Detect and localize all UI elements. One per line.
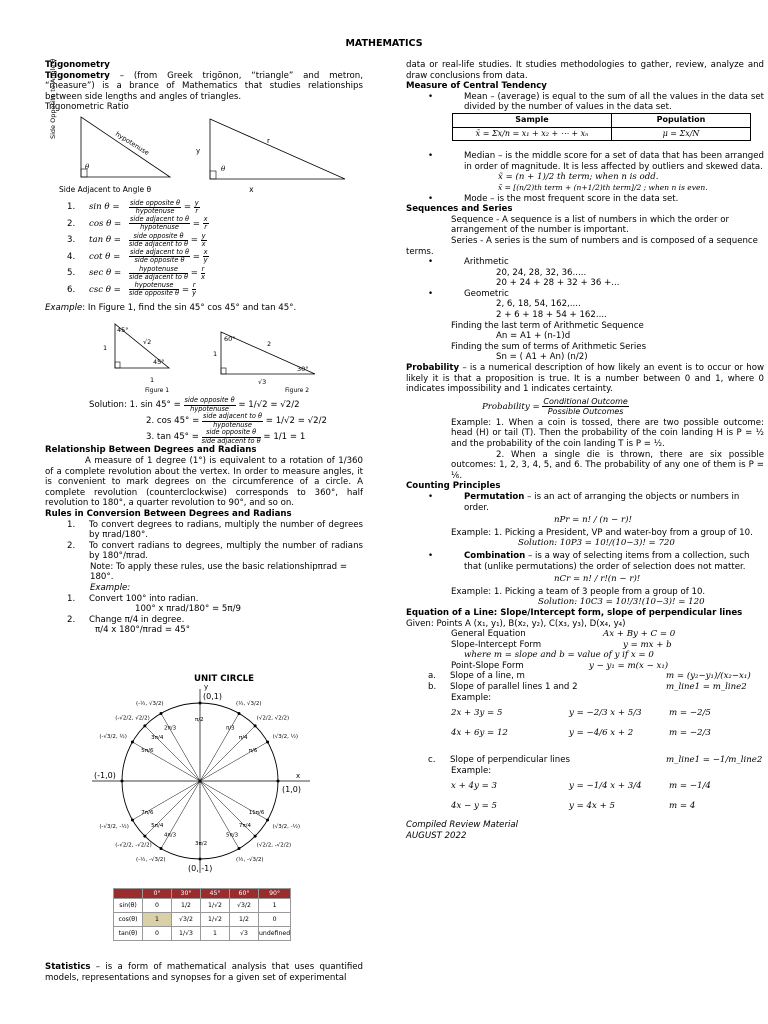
point-left: (-1,0) <box>94 770 116 780</box>
angle-label: 4π/3 <box>164 832 177 839</box>
svg-text:1: 1 <box>150 375 155 384</box>
conversion-example-label: Example: <box>90 583 131 594</box>
angle-label: π/2 <box>195 716 204 723</box>
right-column: data or real-life studies. It studies methodologies to gather, review, analyze and draw conclusions from data. Measure of Central Tendency • Mean – (average) is equal to the sum of all the values in the data set divided by the number of values in the data set. Sample Population x̄ = Σx/n = x₁ + x₂ + ⋯ + xₙ μ = Σx/N • Median – is the middle score for a set of data that has been arranged in order of magnitude. It is less affected by outliers and skewed data. x̃ = (n + 1)/2 th term; when n is odd. x̃ = [(n/2)th term + (n+1/2)th term]/2 ; when n is even. • Mode – is the most frequent score in the data set. Sequences and Series Sequence - A sequence is a list of numbers in which the order or arrangement of the number is important. Series - A series is the sum of numbers and is composed of a sequence terms. • Arithmetic 20, 24, 28, 32, 36..... 20 + 24 + 28 + 32 + 36 +... • Geometric 2, 6, 18, 54, 162,.... 2 + 6 + 18 + 54 + 162.... Finding the last term of Arithmetic Sequence An = A1 + (n-1)d Finding the sum of terms of Arithmetic Series Sn = ( A1 + An) (n/2) Probability – is a numerical description of how likely an event is to occur or how likely it is that a proposition is true. It is a number between 0 and 1, where 0 indicates impossibility and 1 indicates certainty. Probability = $\frac{\text{Conditional Outcome}}{\text{Possible Outcomes}}$ Example: 1. When a coin is tossed, there are two possible outcome: head (H) or tail (T). Then the probability of the coin landing H is P = ½ and the probability of the coin landing T is P = ½. 2. When a single die is thrown, there are six possible outcomes: 1, 2, 3, 4, 5, and 6. The probability of any one of them is P = ⅙. Counting Principles • Permutation – is an act of arranging the objects or numbers in order. nPr = n! / (n − r)! Example: 1. Picking a President, VP and water-boy from a group of 10. Solution: 10P3 = 10!/(10−3)! = 720 • Combination – is a way of selecting items from a collection, such that (unlike permutations) the order of selection does not matter. nCr = n! / r!(n − r)! Example: 1. Picking a team of 3 people from a group of 10. Solution: 10C3 = 10!/3!(10−3)! = 120 Equation of a Line: Slope/Intercept form, slope of perpendicular lines Given: Points A (x₁, y₁), B(x₂, y₂), C(x₃, y₃), D(x₄, y₄) General Equation Ax + By + C = 0 Slope-Intercept Form y = mx + b where m = slope and b = value of y if x = 0 Point-Slope Form y − y₁ = m(x − x₁) a. Slope of a line, m m = (y₂−y₁)/(x₂−x₁) b. Slope of parallel lines 1 and 2 m_line1 = m_line2 Example: 2x + 3y = 5 y = −2/3 x + 5/3 m = −2/5 4x + 6y = 12 y = −4/6 x + 2 m = −2/3 c. Slope of perpendicular lines m_line1 = −1/m_line2 Example: x + 4y = 3 y = −1/4 x + 3/4 m = −1/4 4x − y = 5 y = 4x + 5 m = 4 Compiled Review Material AUGUST 2022 <box>406 60 764 842</box>
radius-line <box>200 725 255 780</box>
svg-text:Figure 1: Figure 1 <box>145 386 170 394</box>
unit-circle-point <box>254 724 257 727</box>
svg-text:1: 1 <box>213 349 218 358</box>
svg-text:√2: √2 <box>143 337 152 346</box>
footer-date: AUGUST 2022 <box>406 831 467 842</box>
ratio-item: 4. cot θ = $\frac{\text{side adjacent to θ}}{\text{side opposite θ}}$ = $\frac{x}{y}$ <box>67 248 208 265</box>
rule-1: 1. To convert degrees to radians, multiply the number of degrees by πrad/180°. <box>67 519 363 541</box>
relationship-text: A measure of 1 degree (1°) is equivalent to a rotation of 1/360 of a complete revolution about the vertex. In order to measure angles, it is convenient to mark degrees on the circumference of a circle. A complete revolution (counterclockwise) corresponds to 360°, half revolution to 180°, a quarter revolution to 90°, and so on. <box>45 455 363 509</box>
unit-circle-point <box>238 847 241 850</box>
solution-line: 2. cos 45° = $\frac{\text{side adjacent to θ}}{\text{hypotenuse}}$ = 1/√2 = √2/2 <box>146 412 327 429</box>
ratio-item: 2. cos θ = $\frac{\text{side adjacent to θ}}{\text{hypotenuse}}$ = $\frac{x}{r}$ <box>67 215 208 232</box>
angle-label: π/4 <box>238 734 248 741</box>
angle-label: 7π/4 <box>238 822 252 829</box>
radius-line <box>200 742 268 781</box>
point-coordinate: (-√3/2, ½) <box>99 733 127 740</box>
ratio-list <box>45 199 363 298</box>
trig-table-row: cos(θ) 1 √3/2 1/√2 1/2 0 <box>114 913 291 927</box>
trig-values-table <box>113 888 291 941</box>
page-title: MATHEMATICS <box>345 38 423 49</box>
trig-definition: Trigonometry – (from Greek trigōnon, “triangle” and metron, “measure”) is a brance of Mathematics that studies relationships between side lengths and angles of triangles. <box>45 70 363 102</box>
sequences-heading: Sequences and Series <box>406 204 513 215</box>
trig-table-row: tan(θ) 0 1/√3 1 √3 undefined <box>114 927 291 941</box>
ratio-item: 3. tan θ = $\frac{\text{side opposite θ}}{\text{side adjacent to θ}}$ = $\frac{y}{x}$ <box>67 231 206 248</box>
statistics-definition: Statistics – is a form of mathematical analysis that uses quantified models, representations and synopses for a given set of experimental <box>45 962 363 983</box>
unit-circle-point <box>254 834 257 837</box>
rule-2: 2. To convert radians to degrees, multiply the number of radians by 180°/πrad. <box>67 540 363 562</box>
mode-item: • Mode – is the most frequent score in the data set. <box>428 193 679 204</box>
unit-circle-point <box>266 740 269 743</box>
solution-list <box>45 397 363 445</box>
svg-text:√3: √3 <box>258 377 267 386</box>
unit-circle-point <box>277 779 280 782</box>
point-coordinate: (-√2/2, √2/2) <box>115 714 150 721</box>
unit-circle-point <box>199 857 202 860</box>
statistics-continued: data or real-life studies. It studies methodologies to gather, review, analyze and draw conclusions from data. <box>406 60 764 81</box>
svg-text:60°: 60° <box>224 334 236 343</box>
ratio-item: 6. csc θ = $\frac{\text{hypotenuse}}{\text{side opposite θ}}$ = $\frac{r}{y}$ <box>67 281 197 298</box>
triangle-letters <box>210 119 345 179</box>
angle-label: 2π/3 <box>164 724 177 731</box>
parallel-examples <box>451 703 729 743</box>
line-heading: Equation of a Line: Slope/Intercept form, slope of perpendicular lines <box>406 607 743 618</box>
mean-item: • Mean – (average) is equal to the sum of all the values in the data set divided by the number of values in the data set. <box>428 91 764 113</box>
trig-heading: Trigonometry <box>45 60 110 70</box>
point-coordinate: (½, √3/2) <box>236 700 262 707</box>
counting-heading: Counting Principles <box>406 481 501 492</box>
slope-example-row: 4x − y = 5 y = 4x + 5 m = 4 <box>451 801 696 812</box>
point-coordinate: (√3/2, ½) <box>272 733 299 740</box>
adj-label: Side Adjacent to Angle θ <box>59 184 152 194</box>
unit-circle-point <box>121 779 124 782</box>
permutation-item: • Permutation – is an act of arranging the objects or numbers in order. <box>428 491 740 513</box>
point-coordinate: (-½, √3/2) <box>136 700 164 707</box>
svg-text:30°: 30° <box>297 364 309 373</box>
trig-table-row: 0° 30° 45° 60° 90° <box>114 889 291 899</box>
ratio-item: 1. sin θ = $\frac{\text{side opposite θ}}{\text{hypotenuse}}$ = $\frac{y}{r}$ <box>67 198 199 215</box>
svg-text:1: 1 <box>103 343 108 352</box>
slope-example-row: 4x + 6y = 12 y = −4/6 x + 2 m = −2/3 <box>451 727 711 738</box>
svg-text:y: y <box>196 146 201 155</box>
probability-formula: Probability = $\frac{\text{Conditional Outcome}}{\text{Possible Outcomes}}$ <box>482 396 628 416</box>
angle-label: 3π/4 <box>151 734 164 741</box>
example-line: Example: In Figure 1, find the sin 45° cos 45° and tan 45°. <box>45 303 297 314</box>
probability-definition: Probability – is a numerical description of how likely an event is to occur or how likely it is that a proposition is true. It is a number between 0 and 1, where 0 indicates impossibility and 1 indicates certainty. <box>406 363 764 395</box>
point-coordinate: (√3/2, -½) <box>272 823 301 830</box>
point-top: (0,1) <box>203 691 222 701</box>
rule-note: Note: To apply these rules, use the basic relationshipπrad = 180°. <box>90 561 348 583</box>
figures-1-2 <box>45 314 363 394</box>
solution-line: Solution: 1. sin 45° = $\frac{\text{side opposite θ}}{\text{hypotenuse}}$ = 1/√2 = √2/2 <box>89 396 300 413</box>
unit-circle-point <box>143 834 146 837</box>
unit-circle-point <box>160 847 163 850</box>
unit-circle-point <box>160 712 163 715</box>
ratio-item: 5. sec θ = $\frac{\text{hypotenuse}}{\text{side adjacent to θ}}$ = $\frac{r}{x}$ <box>67 264 205 281</box>
relationship-heading: Relationship Between Degrees and Radians <box>45 445 257 456</box>
radius-line <box>200 713 239 781</box>
combination-item: • Combination – is a way of selecting items from a collection, such that (unlike permutations) the order of selection does not matter. <box>428 550 750 572</box>
angle-label: 5π/6 <box>141 747 154 754</box>
point-coordinate: (√2/2, -√2/2) <box>256 842 292 849</box>
unit-circle-point <box>266 818 269 821</box>
given-points: Given: Points A (x₁, y₁), B(x₂, y₂), C(x₃, y₃), D(x₄, y₄) <box>406 618 626 629</box>
mct-heading: Measure of Central Tendency <box>406 81 547 92</box>
point-bottom: (0, -1) <box>188 863 213 873</box>
unit-circle-point <box>131 818 134 821</box>
point-coordinate: (-½, -√3/2) <box>136 856 166 863</box>
point-right: (1,0) <box>282 784 301 794</box>
angle-label: 7π/6 <box>141 809 154 816</box>
slope-example-row: x + 4y = 3 y = −1/4 x + 3/4 m = −1/4 <box>451 781 711 792</box>
point-coordinate: (-√3/2, -½) <box>99 823 129 830</box>
unit-circle-diagram <box>45 682 363 879</box>
triangle-words <box>81 117 170 177</box>
unit-circle-point <box>131 740 134 743</box>
svg-text:2: 2 <box>267 339 272 348</box>
median-item: • Median – is the middle score for a set of data that has been arranged in order of magnitude. It is less affected by outliers and skewed data. <box>428 151 764 172</box>
svg-text:θ: θ <box>221 164 226 173</box>
point-coordinate: (½, -√3/2) <box>236 856 264 863</box>
unit-circle-point <box>238 712 241 715</box>
angle-label: 11π/6 <box>248 809 265 816</box>
angle-label: 5π/3 <box>226 832 239 839</box>
unit-circle-title: UNIT CIRCLE <box>194 674 254 684</box>
svg-text:Figure 2: Figure 2 <box>285 386 310 394</box>
unit-circle-point <box>199 701 202 704</box>
angle-label: 5π/4 <box>151 822 164 829</box>
svg-text:r: r <box>267 136 270 145</box>
hyp-label: hypotenuse <box>113 129 151 157</box>
point-coordinate: (-√2/2, -√2/2) <box>115 842 152 849</box>
trig-table-row: sin(θ) 0 1/2 1/√2 √3/2 1 <box>114 899 291 913</box>
left-column: Trigonometry Trigonometry – (from Greek trigōnon, “triangle” and metron, “measure”) is a brance of Mathematics that studies relationships between side lengths and angles of triangles. Trigonometric Ratio Side Opposite to Angle θ hypotenuse θ y r θ Side Adjacent to Angle θ x 1. sin θ = $\frac{\text{side opposite θ}}{\text{hypotenuse}}$ = $\frac{y}{r}$ 2. cos θ = $\frac{\text{side adjacent to θ}}{\text{hypotenuse}}$ = $\frac{x}{r}$ 3. tan θ = $\frac{\text{side opposite θ}}{\text{side adjacent to θ}}$ = $\frac{y}{x}$ 4. cot θ = $\frac{\text{side adjacent to θ}}{\text{side opposite θ}}$ = $\frac{x}{y}$ 5. sec θ = $\frac{\text{hypotenuse}}{\text{side adjacent to θ}}$ = $\frac{r}{x}$ 6. csc θ = $\frac{\text{hypotenuse}}{\text{side opposite θ}}$ = $\frac{r}{y}$ Example: In Figure 1, find the sin 45° cos 45° and tan 45°. 45° 1 √2 45° 1 Figure 1 60° 1 2 30° √3 Figure 2 Solution: 1. sin 45° = $\frac{\text{side opposite θ}}{\text{hypotenuse}}$ = 1/√2 = √2/2 2. cos 45° = $\frac{\text{side adjacent to θ}}{\text{hypotenuse}}$ = 1/√2 = √2/2 3. tan 45° = $\frac{\text{side opposite θ}}{\text{side adjacent to θ}}$ = 1/1 = 1 Relationship Between Degrees and Radians A measure of 1 degree (1°) is equivalent to a rotation of 1/360 of a complete revolution about the vertex. In order to measure angles, it is convenient to mark degrees on the circumference of a circle. A complete revolution (counterclockwise) corresponds to 360°, half revolution to 180°, a quarter revolution to 90°, and so on. Rules in Conversion Between Degrees and Radians 1. To convert degrees to radians, multiply the number of degrees by πrad/180°. 2. To convert radians to degrees, multiply the number of radians by 180°/πrad. Note: To apply these rules, use the basic relationshipπrad = 180°. Example: 1. Convert 100° into radian. 100° x πrad/180° = 5π/9 2. Change π/4 in degree. π/4 x 180°/πrad = 45° UNIT CIRCLE (0,1) (0, -1) (-1,0) (1,0) x y (½, √3/2) (√2/2, √2/2) (√3/2, ½) (-½, √3/2) (-√2/2, √2/2) (-√3/2, ½) (-√3/2, -½) (-√2/2, -√2/2) (-½, -√3/2) (½, -√3/2) (√2/2, -√2/2) (√3/2, -½) π/2 π/3 π/4 π/6 2π/3 3π/4 5π/6 7π/6 5π/4 4π/3 3π/2 5π/3 7π/4 11π/6 0° 30° 45° 60° 90° sin(θ) 0 1/2 1/√2 √3/2 1 cos(θ) 1 √3/2 1/√2 1/2 0 tan(θ) 0 1/√3 1 √3 undefined Statistics – is a form of mathematical analysis that uses quantified models, representations and synopses for a given set of experimental <box>45 58 363 983</box>
solution-line: 3. tan 45° = $\frac{\text{side opposite θ}}{\text{side adjacent to θ}}$ = 1/1 = 1 <box>146 428 306 445</box>
x-label: x <box>296 771 301 780</box>
radius-line <box>161 713 200 781</box>
angle-label: π/6 <box>248 747 258 754</box>
point-coordinate: (√2/2, √2/2) <box>256 714 290 721</box>
opp-label: Side Opposite to Angle θ <box>49 58 57 139</box>
mean-table: Sample Population x̄ = Σx/n = x₁ + x₂ + ⋯ + xₙ μ = Σx/N <box>452 113 751 141</box>
svg-text:45°: 45° <box>117 325 129 334</box>
footer-compiled: Compiled Review Material <box>406 820 519 831</box>
svg-text:45°: 45° <box>153 357 165 366</box>
slope-example-row: 2x + 3y = 5 y = −2/3 x + 5/3 m = −2/5 <box>451 707 711 718</box>
y-label: y <box>204 682 209 691</box>
unit-circle-point <box>143 724 146 727</box>
angle-label: 3π/2 <box>195 840 208 847</box>
angle-label: π/3 <box>226 724 235 731</box>
rules-heading: Rules in Conversion Between Degrees and Radians <box>45 508 292 519</box>
perpendicular-examples <box>451 776 729 816</box>
trig-ratio-label: Trigonometric Ratio <box>45 102 129 113</box>
svg-text:θ: θ <box>85 162 90 171</box>
